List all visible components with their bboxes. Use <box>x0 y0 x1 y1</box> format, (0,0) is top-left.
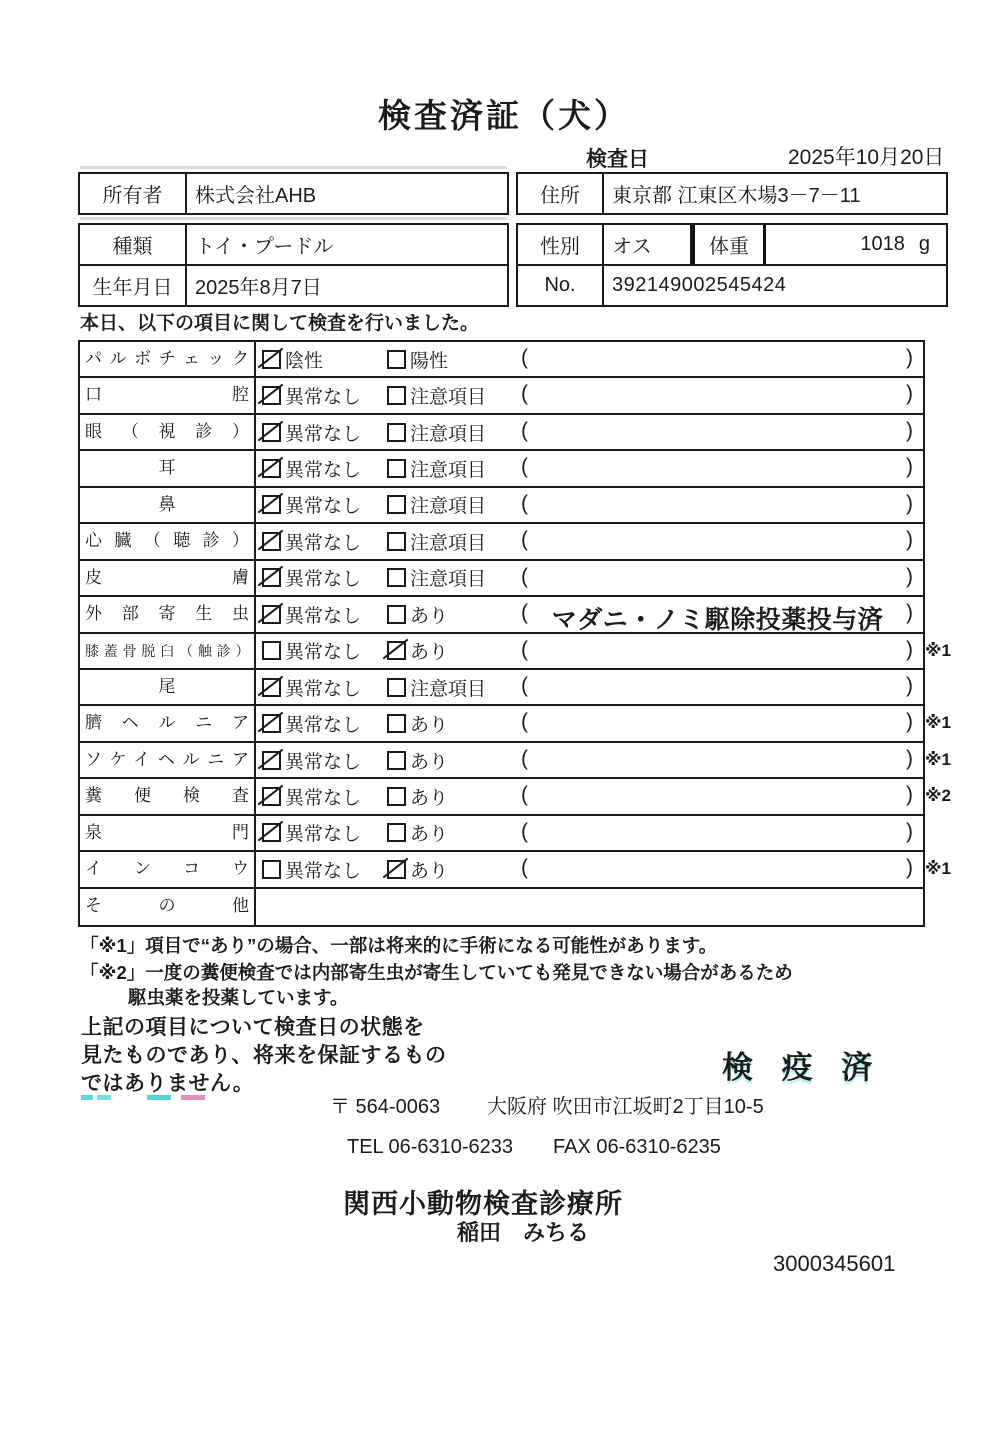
exam-option-2 <box>387 561 486 595</box>
option-label: 注意項目 <box>410 678 487 700</box>
paren-close: ) <box>906 637 913 661</box>
owner-value: 株式会社AHB <box>195 185 317 207</box>
option-label: 異常なし <box>285 569 362 591</box>
option-label: 注意項目 <box>410 569 487 591</box>
pet-table-left <box>78 223 509 307</box>
exam-row <box>80 743 951 779</box>
option-label: 異常なし <box>285 605 362 627</box>
exam-option-2 <box>387 779 448 813</box>
clinic-name: 関西小動物検査診療所 <box>343 1189 623 1219</box>
owner-label: 所有者 <box>80 174 187 213</box>
scan-artifact <box>80 166 507 169</box>
paren-close: ) <box>906 819 913 843</box>
option-label: 異常なし <box>285 642 362 664</box>
exam-row <box>80 524 923 560</box>
paren-close: ) <box>906 418 913 442</box>
exam-row-content <box>256 488 923 522</box>
checkbox-checked-icon <box>262 350 281 369</box>
exam-row <box>80 816 923 852</box>
option-label: 陽性 <box>410 350 449 372</box>
option-label: あり <box>410 642 449 664</box>
footnote-ref: ※2 <box>925 786 951 806</box>
exam-option-1 <box>262 816 361 850</box>
checkbox-checked-icon <box>387 641 406 660</box>
exam-row-content <box>256 779 923 813</box>
checkbox-icon <box>387 605 406 624</box>
paren-close: ) <box>906 564 913 588</box>
option-label: あり <box>410 787 449 809</box>
option-label: 異常なし <box>285 824 362 846</box>
exam-option-1 <box>262 779 361 813</box>
exam-option-1 <box>262 743 361 777</box>
exam-option-1 <box>262 670 361 704</box>
checkbox-checked-icon <box>262 751 281 770</box>
exam-option-1 <box>262 451 361 485</box>
paren-close: ) <box>906 346 913 369</box>
exam-item-label: ソケイヘルニア <box>80 743 256 777</box>
checkbox-checked-icon <box>262 568 281 587</box>
exam-option-2 <box>387 634 448 668</box>
checkbox-checked-icon <box>262 714 281 733</box>
checkbox-checked-icon <box>262 605 281 624</box>
option-label: あり <box>410 751 449 773</box>
checkbox-checked-icon <box>262 459 281 478</box>
option-label: 異常なし <box>285 678 362 700</box>
exam-row-content <box>256 816 923 850</box>
paren-close: ) <box>906 382 913 406</box>
option-label: 異常なし <box>285 715 362 737</box>
exam-item-label: 膝蓋骨脱臼（触診） <box>80 634 256 668</box>
option-label: 異常なし <box>285 860 362 882</box>
option-label: 注意項目 <box>410 532 487 554</box>
paren-open: ( <box>521 856 528 880</box>
statement-line-2: 見たものであり、将来を保証するもの <box>81 1044 447 1067</box>
statement-line-3: ではありません。 <box>81 1067 254 1100</box>
checkbox-icon <box>387 751 406 770</box>
exam-item-label: 心臓（聴診） <box>80 524 256 558</box>
option-label: 注意項目 <box>410 460 487 482</box>
footnote-ref: ※1 <box>925 859 951 879</box>
paren-close: ) <box>906 601 913 625</box>
exam-row-content <box>256 342 923 376</box>
checkbox-checked-icon <box>262 386 281 405</box>
exam-item-label: 眼（視診） <box>80 415 256 449</box>
quarantine-passed-stamp: 検 疫 済 <box>722 1050 883 1085</box>
exam-item-label: インコウ <box>80 852 256 886</box>
inspection-date-value: 2025年10月20日 <box>788 146 945 169</box>
exam-option-2 <box>387 488 486 522</box>
paren-close: ) <box>906 673 913 697</box>
checkbox-icon <box>387 568 406 587</box>
exam-item-label: 皮膚 <box>80 561 256 595</box>
exam-item-label: 鼻 <box>80 488 256 522</box>
number-label: No. <box>518 266 604 305</box>
exam-option-2 <box>387 451 486 485</box>
checkbox-icon <box>387 459 406 478</box>
option-label: 異常なし <box>285 496 362 518</box>
exam-option-1 <box>262 706 361 740</box>
exam-row <box>80 779 951 815</box>
checkbox-checked-icon <box>262 823 281 842</box>
footnote-2: 「※2」一度の糞便検査では内部寄生虫が寄生していても発見できない場合があるため <box>80 962 793 983</box>
sex-value: オス <box>604 225 692 264</box>
exam-option-1 <box>262 488 361 522</box>
exam-item-label: その他 <box>80 889 256 925</box>
checkbox-icon <box>387 350 406 369</box>
birthdate-label: 生年月日 <box>80 266 187 305</box>
paren-close: ) <box>906 856 913 880</box>
exam-option-1 <box>262 852 361 886</box>
option-label: 注意項目 <box>410 496 487 518</box>
exam-option-2 <box>387 378 486 412</box>
weight-unit: g <box>918 233 930 255</box>
exam-item-label: 糞便検査 <box>80 779 256 813</box>
exam-row <box>80 342 923 378</box>
owner-table-left <box>78 172 509 215</box>
exam-row <box>80 597 923 633</box>
paren-open: ( <box>521 455 528 479</box>
exam-item-label: 外部寄生虫 <box>80 597 256 631</box>
paren-open: ( <box>521 783 528 807</box>
exam-row <box>80 634 951 670</box>
footnote-2-continued: 駆虫薬を投薬しています。 <box>128 987 349 1008</box>
exam-row <box>80 561 923 597</box>
exam-note: マダニ・ノミ駆除投薬投与済 <box>551 606 884 635</box>
option-label: 異常なし <box>285 387 362 409</box>
exam-option-2 <box>387 816 448 850</box>
option-label: 異常なし <box>285 460 362 482</box>
option-label: あり <box>410 824 449 846</box>
address-value: 東京都 江東区木場3－7－11 <box>612 185 861 207</box>
checkbox-icon <box>387 714 406 733</box>
checkbox-icon <box>262 641 281 660</box>
option-label: あり <box>410 605 449 627</box>
exam-row-content <box>256 415 923 449</box>
checkbox-icon <box>387 532 406 551</box>
exam-item-label: 耳 <box>80 451 256 485</box>
clinic-fax: FAX 06-6310-6235 <box>553 1136 721 1158</box>
exam-row <box>80 451 923 487</box>
exam-row-content <box>256 451 923 485</box>
paren-close: ) <box>906 455 913 479</box>
inspection-date-label: 検査日 <box>586 148 649 171</box>
exam-option-2 <box>387 743 448 777</box>
exam-row-content <box>256 597 923 635</box>
exam-row-content <box>256 706 923 740</box>
exam-option-2 <box>387 342 448 376</box>
weight-value: 1018 <box>860 233 905 255</box>
exam-checklist-table <box>78 340 951 927</box>
exam-row <box>80 706 951 742</box>
checkbox-icon <box>387 495 406 514</box>
option-label: あり <box>410 860 449 882</box>
exam-item-label: 泉門 <box>80 816 256 850</box>
checkbox-icon <box>387 678 406 697</box>
footnote-ref: ※1 <box>925 640 951 660</box>
exam-item-label: 臍ヘルニア <box>80 706 256 740</box>
clinic-address: 大阪府 吹田市江坂町2丁目10-5 <box>487 1096 764 1118</box>
exam-option-2 <box>387 852 448 886</box>
paren-open: ( <box>521 601 528 625</box>
paren-open: ( <box>521 637 528 661</box>
scan-artifact <box>80 217 507 220</box>
checkbox-icon <box>387 423 406 442</box>
document-serial-number: 3000345601 <box>773 1251 896 1276</box>
option-label: 異常なし <box>285 532 362 554</box>
checkbox-checked-icon <box>262 423 281 442</box>
page-title: 検査済証（犬） <box>378 97 630 134</box>
intro-text: 本日、以下の項目に関して検査を行いました。 <box>80 313 480 334</box>
exam-option-1 <box>262 415 361 449</box>
pet-table-right <box>516 223 948 307</box>
exam-row-content <box>256 743 923 777</box>
exam-row-content <box>256 378 923 412</box>
breed-label: 種類 <box>80 225 187 264</box>
paren-close: ) <box>906 746 913 770</box>
exam-row <box>80 488 923 524</box>
exam-row <box>80 670 923 706</box>
paren-close: ) <box>906 491 913 515</box>
paren-open: ( <box>521 746 528 770</box>
exam-option-1 <box>262 378 361 412</box>
statement-line-1: 上記の項目について検査日の状態を <box>81 1016 425 1039</box>
exam-row <box>80 378 923 414</box>
exam-option-2 <box>387 524 486 558</box>
option-label: 異常なし <box>285 751 362 773</box>
checkbox-icon <box>387 386 406 405</box>
paren-open: ( <box>521 710 528 734</box>
exam-row-content <box>256 634 923 668</box>
exam-option-1 <box>262 634 361 668</box>
paren-open: ( <box>521 418 528 442</box>
paren-open: ( <box>521 346 528 369</box>
paren-open: ( <box>521 673 528 697</box>
exam-option-1 <box>262 561 361 595</box>
exam-item-label: 口腔 <box>80 378 256 412</box>
checkbox-checked-icon <box>262 495 281 514</box>
checkbox-icon <box>387 787 406 806</box>
paren-close: ) <box>906 710 913 734</box>
option-label: 注意項目 <box>410 387 487 409</box>
exam-item-label: パルボチェック <box>80 342 256 376</box>
option-label: 異常なし <box>285 787 362 809</box>
paren-open: ( <box>521 491 528 515</box>
exam-option-1 <box>262 597 361 631</box>
exam-row-content <box>256 852 923 886</box>
paren-open: ( <box>521 382 528 406</box>
checkbox-icon <box>387 823 406 842</box>
checkbox-checked-icon <box>262 787 281 806</box>
exam-option-2 <box>387 597 448 631</box>
owner-table-right <box>516 172 948 215</box>
option-label: 注意項目 <box>410 423 487 445</box>
paren-close: ) <box>906 783 913 807</box>
option-label: あり <box>410 715 449 737</box>
address-label: 住所 <box>518 174 604 213</box>
exam-row-content <box>256 524 923 558</box>
exam-option-1 <box>262 524 361 558</box>
exam-row <box>80 415 923 451</box>
exam-option-2 <box>387 706 448 740</box>
clinic-tel: TEL 06-6310-6233 <box>347 1136 514 1158</box>
birthdate-value: 2025年8月7日 <box>195 277 322 299</box>
exam-row-content <box>256 561 923 595</box>
paren-open: ( <box>521 528 528 552</box>
paren-close: ) <box>906 528 913 552</box>
checkbox-checked-icon <box>262 678 281 697</box>
exam-row-content <box>256 670 923 704</box>
clinic-postal-code: 〒 564-0063 <box>330 1096 441 1118</box>
weight-label: 体重 <box>692 225 766 264</box>
exam-item-label: 尾 <box>80 670 256 704</box>
exam-row <box>80 852 951 888</box>
option-label: 陰性 <box>285 350 324 372</box>
exam-option-2 <box>387 670 486 704</box>
footnote-1: 「※1」項目で“あり”の場合、一部は将来的に手術になる可能性があります。 <box>80 935 718 956</box>
exam-row-content <box>256 889 923 925</box>
breed-value: トイ・プードル <box>195 236 334 258</box>
number-value: 392149002545424 <box>612 274 787 296</box>
exam-row <box>80 889 923 925</box>
option-label: 異常なし <box>285 423 362 445</box>
exam-option-2 <box>387 415 486 449</box>
paren-open: ( <box>521 564 528 588</box>
weight-cell <box>766 225 946 264</box>
checkbox-icon <box>262 860 281 879</box>
checkbox-checked-icon <box>387 860 406 879</box>
exam-option-1 <box>262 342 323 376</box>
veterinarian-name: 稲田 みちる <box>457 1220 590 1245</box>
footnote-ref: ※1 <box>925 713 951 733</box>
sex-label: 性別 <box>518 225 604 264</box>
footnote-ref: ※1 <box>925 749 951 769</box>
paren-open: ( <box>521 819 528 843</box>
checkbox-checked-icon <box>262 532 281 551</box>
